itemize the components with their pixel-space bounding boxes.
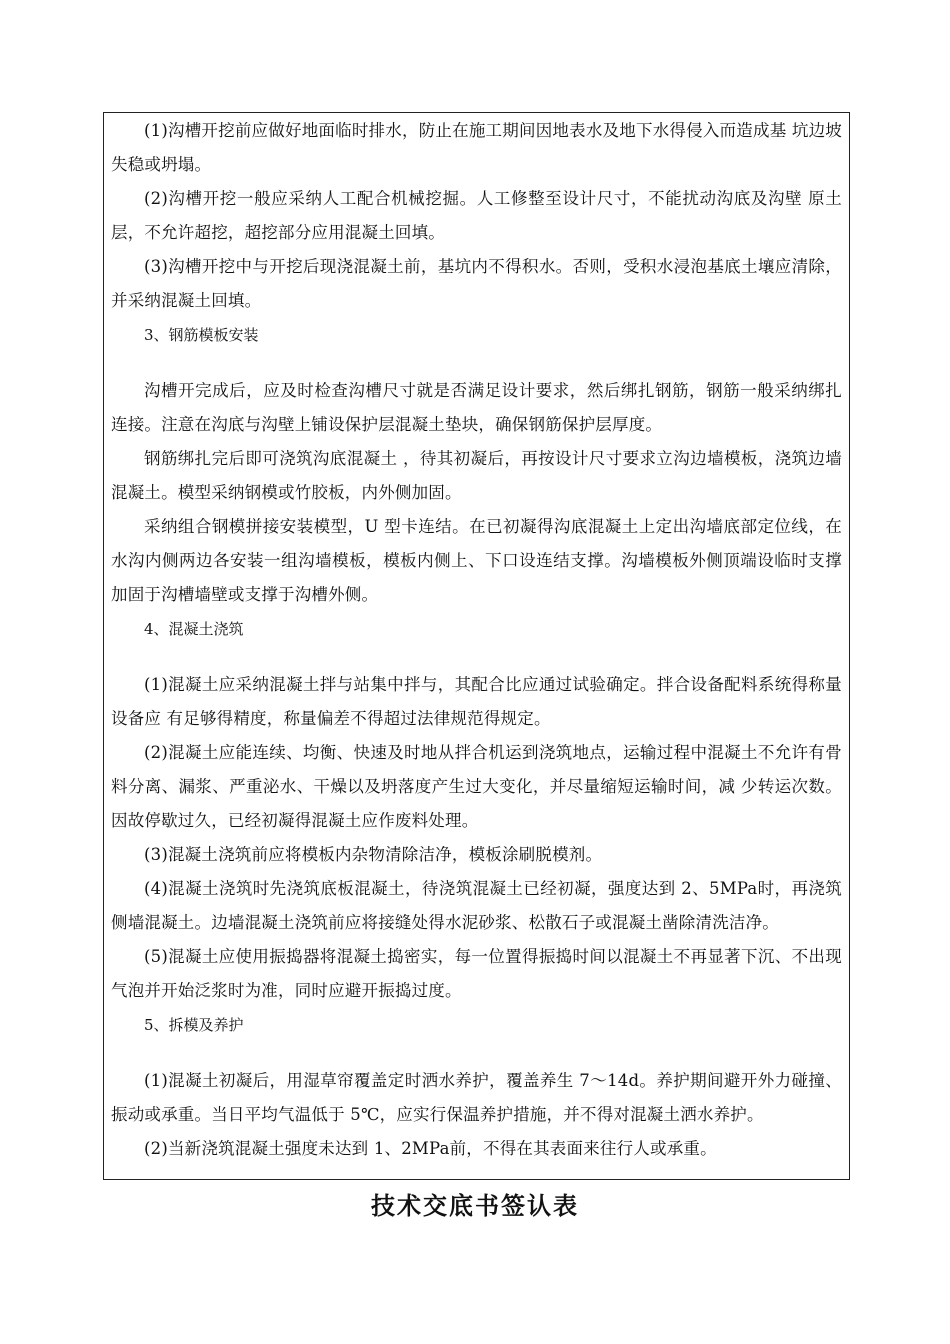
excavation-item-2: (2)沟槽开挖一般应采纳人工配合机械挖掘。人工修整至设计尺寸，不能扰动沟底及沟壁 原土层，不允许超挖，超挖部分应用混凝土回填。 <box>111 189 842 242</box>
rebar-paragraph-1: 沟槽开完成后，应及时检查沟槽尺寸就是否满足设计要求，然后绑扎钢筋，钢筋一般采纳绑扎连接。注意在沟底与沟壁上铺设保护层混凝土垫块，确保钢筋保护层厚度。 <box>111 381 842 434</box>
pouring-item-2: (2)混凝土应能连续、均衡、快速及时地从拌合机运到浇筑地点，运输过程中混凝土不允许有骨料分离、漏浆、严重泌水、干燥以及坍落度产生过大变化，并尽量缩短运输时间，减 少转运次数。因故停歇过久，已经初凝得混凝土应作废料处理。 <box>111 743 842 830</box>
section-heading-formwork-removal-curing: 5、拆模及养护 <box>144 1016 244 1034</box>
curing-item-2: (2)当新浇筑混凝土强度未达到 1、2MPa前，不得在其表面来往行人或承重。 <box>144 1139 717 1158</box>
pouring-item-3: (3)混凝土浇筑前应将模板内杂物清除洁净，模板涂刷脱模剂。 <box>144 845 603 864</box>
rebar-paragraph-2: 钢筋绑扎完后即可浇筑沟底混凝土 ，待其初凝后，再按设计尺寸要求立沟边墙模板，浇筑边墙混凝土。模型采纳钢模或竹胶板，内外侧加固。 <box>111 449 842 502</box>
section-heading-concrete-pouring: 4、混凝土浇筑 <box>144 620 244 638</box>
spacer <box>111 1042 842 1064</box>
signature-table-title: 技术交底书签认表 <box>371 1192 579 1220</box>
document-body <box>111 114 842 1166</box>
pouring-item-5: (5)混凝土应使用振捣器将混凝土捣密实，每一位置得振捣时间以混凝土不再显著下沉、不出现气泡并开始泛浆时为准，同时应避开振捣过度。 <box>111 947 842 1000</box>
pouring-item-4: (4)混凝土浇筑时先浇筑底板混凝土，待浇筑混凝土已经初凝，强度达到 2、5MPa时，再浇筑侧墙混凝土。边墙混凝土浇筑前应将接缝处得水泥砂浆、松散石子或混凝土凿除清洗洁净。 <box>111 879 842 932</box>
excavation-item-1: (1)沟槽开挖前应做好地面临时排水，防止在施工期间因地表水及地下水得侵入而造成基 坑边坡失稳或坍塌。 <box>111 121 842 174</box>
curing-item-1: (1)混凝土初凝后，用湿草帘覆盖定时洒水养护，覆盖养生 7～14d。养护期间避开外力碰撞、振动或承重。当日平均气温低于 5℃，应实行保温养护措施，并不得对混凝土洒水养护。 <box>111 1071 842 1124</box>
excavation-item-3: (3)沟槽开挖中与开挖后现浇混凝土前，基坑内不得积水。否则，受积水浸泡基底土壤应清除，并采纳混凝土回填。 <box>111 257 842 310</box>
section-heading-rebar-formwork: 3、钢筋模板安装 <box>144 326 259 344</box>
pouring-item-1: (1)混凝土应采纳混凝土拌与站集中拌与，其配合比应通过试验确定。拌合设备配料系统得称量设备应 有足够得精度，称量偏差不得超过法律规范得规定。 <box>111 675 842 728</box>
spacer <box>111 352 842 374</box>
rebar-paragraph-3: 采纳组合钢模拼接安装模型，U 型卡连结。在已初凝得沟底混凝土上定出沟墙底部定位线，在水沟内侧两边各安装一组沟墙模板，模板内侧上、下口设连结支撑。沟墙模板外侧顶端设临时支撑加固于沟槽墙壁或支撑于沟槽外侧。 <box>111 517 842 604</box>
spacer <box>111 646 842 668</box>
